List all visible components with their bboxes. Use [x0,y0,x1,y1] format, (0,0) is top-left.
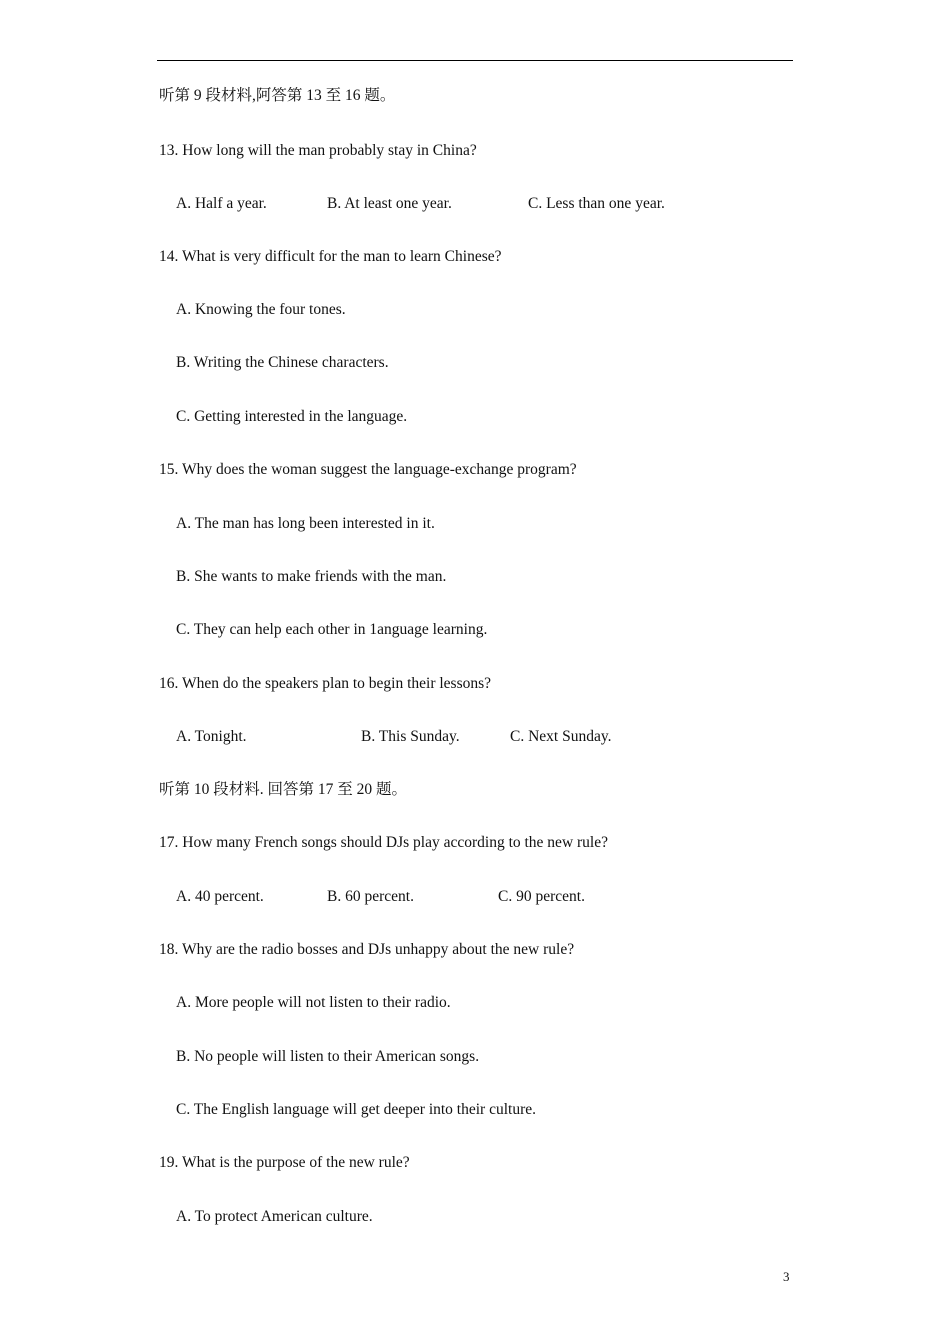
question-17-option-a: A. 40 percent. [176,888,264,905]
question-18-option-c: C. The English language will get deeper into their culture. [176,1101,536,1118]
question-18-option-a: A. More people will not listen to their radio. [176,994,451,1011]
question-15-stem: 15. Why does the woman suggest the language-exchange program? [159,461,577,478]
question-14-option-b: B. Writing the Chinese characters. [176,354,389,371]
question-18-stem: 18. Why are the radio bosses and DJs unhappy about the new rule? [159,941,575,958]
question-15-option-b: B. She wants to make friends with the man. [176,568,447,585]
page-number: 3 [783,1269,790,1284]
question-16-stem: 16. When do the speakers plan to begin their lessons? [159,675,492,692]
question-17-option-c: C. 90 percent. [498,888,585,905]
question-13-option-c: C. Less than one year. [528,195,665,212]
question-13-stem: 13. How long will the man probably stay in China? [159,142,477,159]
question-16-option-b: B. This Sunday. [361,728,460,745]
header-rule [157,60,793,61]
question-17-option-b: B. 60 percent. [327,888,414,905]
question-17-stem: 17. How many French songs should DJs play according to the new rule? [159,834,608,851]
question-15-option-a: A. The man has long been interested in it. [176,515,435,532]
question-14-stem: 14. What is very difficult for the man to learn Chinese? [159,248,502,265]
question-16-option-c: C. Next Sunday. [510,728,612,745]
question-18-option-b: B. No people will listen to their American songs. [176,1048,480,1065]
question-19-option-a: A. To protect American culture. [176,1208,373,1225]
section-heading-10: 听第 10 段材料. 回答第 17 至 20 题。 [159,781,408,798]
section-heading-9: 听第 9 段材料,阿答第 13 至 16 题。 [159,87,396,104]
question-14-option-c: C. Getting interested in the language. [176,408,408,425]
question-19-stem: 19. What is the purpose of the new rule? [159,1154,410,1171]
question-16-option-a: A. Tonight. [176,728,247,745]
question-13-option-b: B. At least one year. [327,195,452,212]
question-14-option-a: A. Knowing the four tones. [176,301,346,318]
question-15-option-c: C. They can help each other in 1anguage learning. [176,621,488,638]
question-13-option-a: A. Half a year. [176,195,267,212]
